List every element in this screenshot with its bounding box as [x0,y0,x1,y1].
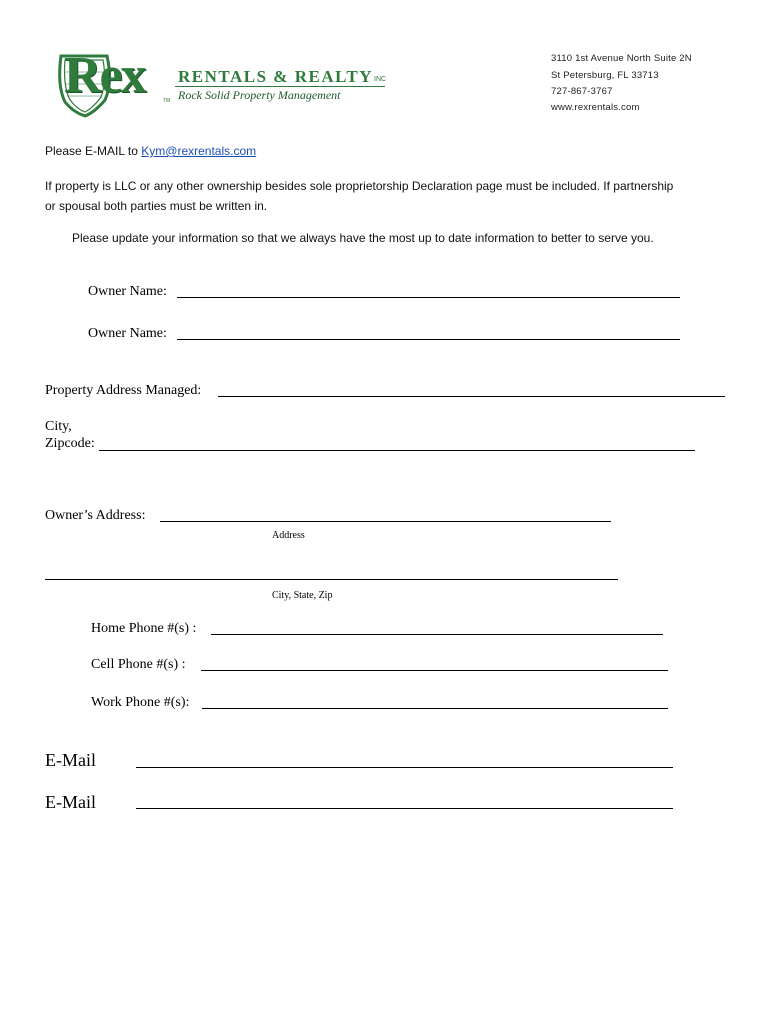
owners-city-state-zip-field[interactable] [45,579,618,580]
home-phone-label: Home Phone #(s) : [91,621,197,636]
email-1-field[interactable] [136,767,673,768]
email-2-label: E-Mail [45,792,96,812]
brand-inc: INC [374,76,387,83]
address-caption: Address [272,530,305,541]
work-phone-label: Work Phone #(s): [91,695,190,710]
city-zipcode-field[interactable] [99,450,695,451]
brand-tagline: Rock Solid Property Management [178,88,341,102]
work-phone-field[interactable] [202,708,668,709]
email-instruction-label: Please E-MAIL to [45,144,142,158]
cell-phone-field[interactable] [201,670,668,671]
email-2-field[interactable] [136,808,673,809]
home-phone-field[interactable] [211,634,663,635]
update-note: Please update your information so that we always have the most up to date information to better to serve you. [72,231,654,245]
logo-tm: TM [163,98,171,104]
city-label: City, [45,419,72,434]
company-website: www.rexrentals.com [551,102,640,113]
email-1-label: E-Mail [45,750,96,770]
company-address-line1: 3110 1st Avenue North Suite 2N [551,53,692,64]
city-state-zip-caption: City, State, Zip [272,590,333,601]
email-link[interactable]: Kym@rexrentals.com [141,144,257,158]
owner-name-1-label: Owner Name: [88,284,167,299]
zipcode-label: Zipcode: [45,436,95,451]
company-phone: 727-867-3767 [551,86,613,97]
owner-name-1-field[interactable] [177,297,680,298]
cell-phone-label: Cell Phone #(s) : [91,657,186,672]
company-address-line2: St Petersburg, FL 33713 [551,70,659,81]
brand-name: RENTALS & REALTY [178,67,373,86]
property-address-label: Property Address Managed: [45,383,202,398]
owner-name-2-field[interactable] [177,339,680,340]
logo-rex-wordmark: Rex [64,47,145,104]
email-instruction [45,144,256,158]
owners-address-label: Owner’s Address: [45,508,146,523]
property-address-field[interactable] [218,396,725,397]
llc-note-line2: or spousal both parties must be written in. [45,199,268,213]
owner-name-2-label: Owner Name: [88,326,167,341]
owners-address-field[interactable] [160,521,611,522]
llc-note-line1: If property is LLC or any other ownership besides sole proprietorship Declaration page must be included. If partnership [45,179,674,193]
